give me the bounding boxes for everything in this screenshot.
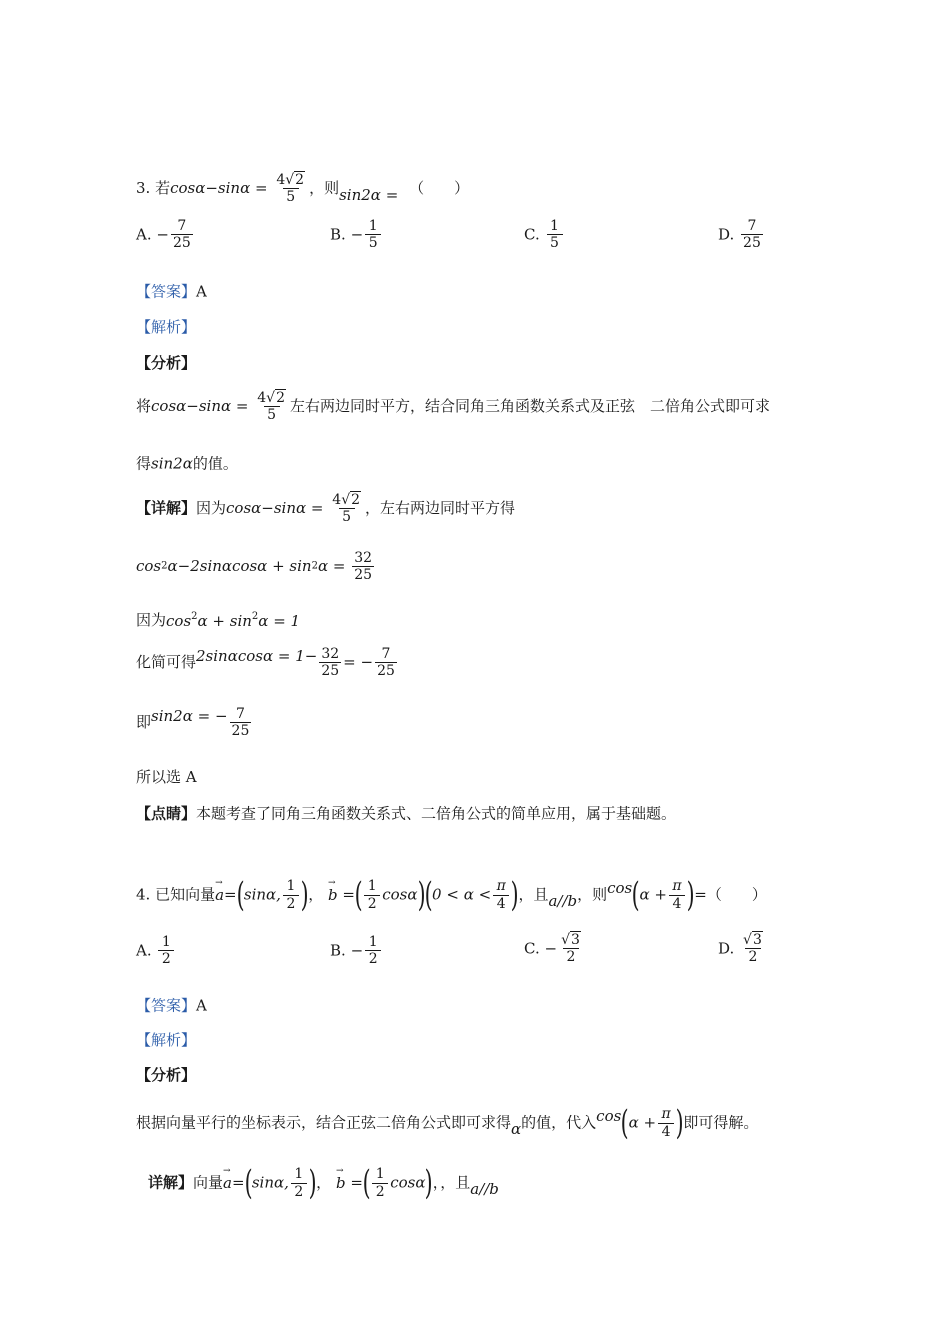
q3-blank: （ ） xyxy=(409,179,470,198)
q3-option-b: B. − $\frac{1}{5}$ xyxy=(330,218,383,251)
q4-detail-line: 详解】向量→ a=(sinα, $\frac{1}{2}$ )， → b =( $\frac{1}{2}$ cosα)，，且a//b xyxy=(148,1166,499,1200)
q3-answer: 【答案】A xyxy=(136,282,207,301)
q3-dianjing: 【点睛】本题考查了同角三角函数关系式、二倍角公式的简单应用，属于基础题。 xyxy=(136,804,677,823)
vector-b: → b xyxy=(328,888,338,903)
q3-target: sin2α = xyxy=(339,185,399,204)
q4-fenxi-line: 根据向量平行的坐标表示，结合正弦二倍角公式即可求得α的值，代入cos(α + $\frac{\pi}{4}$ )即可得解。 xyxy=(136,1103,759,1143)
q3-eq2: 因为$\cos^2\alpha + \sin^2\alpha = 1$ xyxy=(136,611,301,630)
q3-eq4: 即sin2α = − $\frac{7}{25}$ xyxy=(136,706,250,740)
q3-detail-line: 【详解】因为cosα−sinα = $\frac{4√2}{5}$ ，左右两边同时平方得 xyxy=(136,492,516,526)
q4-analysis-tag: 【解析】 xyxy=(136,1031,197,1049)
q3-eq1: cos2α−2sinαcosα + sin2α = $\frac{32}{25}$ xyxy=(136,550,373,584)
q3-fenxi-line2: 得sin2α的值。 xyxy=(136,454,238,473)
q3-option-a: A. − $\frac{7}{25}$ xyxy=(136,218,191,252)
q3-fenxi-line1: 将cosα−sinα = $\frac{4√2}{5}$ 左右两边同时平方，结合同角三角函数关系式及正弦 二倍角公式即可求 xyxy=(136,390,771,424)
q4-option-b: B. − $\frac{1}{2}$ xyxy=(330,934,383,967)
q3-fenxi-tag: 【分析】 xyxy=(136,354,197,372)
q4-option-d: D. $\frac{√3}{2}$ xyxy=(718,932,762,966)
q3-expr: cosα−sinα = xyxy=(170,179,268,198)
q3-option-c: C. $\frac{1}{5}$ xyxy=(524,218,565,251)
q4-fenxi-tag: 【分析】 xyxy=(136,1066,197,1084)
q3-conclusion: 所以选 A xyxy=(136,768,197,786)
q3-eq3: 化简可得2sinαcosα = 1− $\frac{32}{25}$ = − $\frac{7}{25}$ xyxy=(136,646,395,680)
parallel-condition: a//b xyxy=(548,892,578,910)
q3-option-d: D. $\frac{7}{25}$ xyxy=(718,218,761,252)
q3-stem: 3. 若cosα−sinα = $\frac{4√2}{5}$ ，则sin2α = （ ） xyxy=(136,172,470,206)
q3-number: 3. 若 xyxy=(136,179,171,198)
q4-option-c: C. − $\frac{√3}{2}$ xyxy=(524,932,580,966)
q3-stem-fraction: $\frac{4√2}{5}$ xyxy=(276,172,305,206)
q3-analysis-tag: 【解析】 xyxy=(136,318,197,336)
vector-a: → a xyxy=(215,888,224,903)
q4-answer: 【答案】A xyxy=(136,996,207,1015)
q4-option-a: A. $\frac{1}{2}$ xyxy=(136,934,176,967)
q4-stem: 4. 已知向量→ a=(sinα, $\frac{1}{2}$ )， → b =( $\frac{1}{2}$ cosα)(0 < α < $\frac{\pi}{4}$ )，且a//b，则cos(α + $\frac{\pi}{4}$ )=（ ） xyxy=(136,878,767,912)
